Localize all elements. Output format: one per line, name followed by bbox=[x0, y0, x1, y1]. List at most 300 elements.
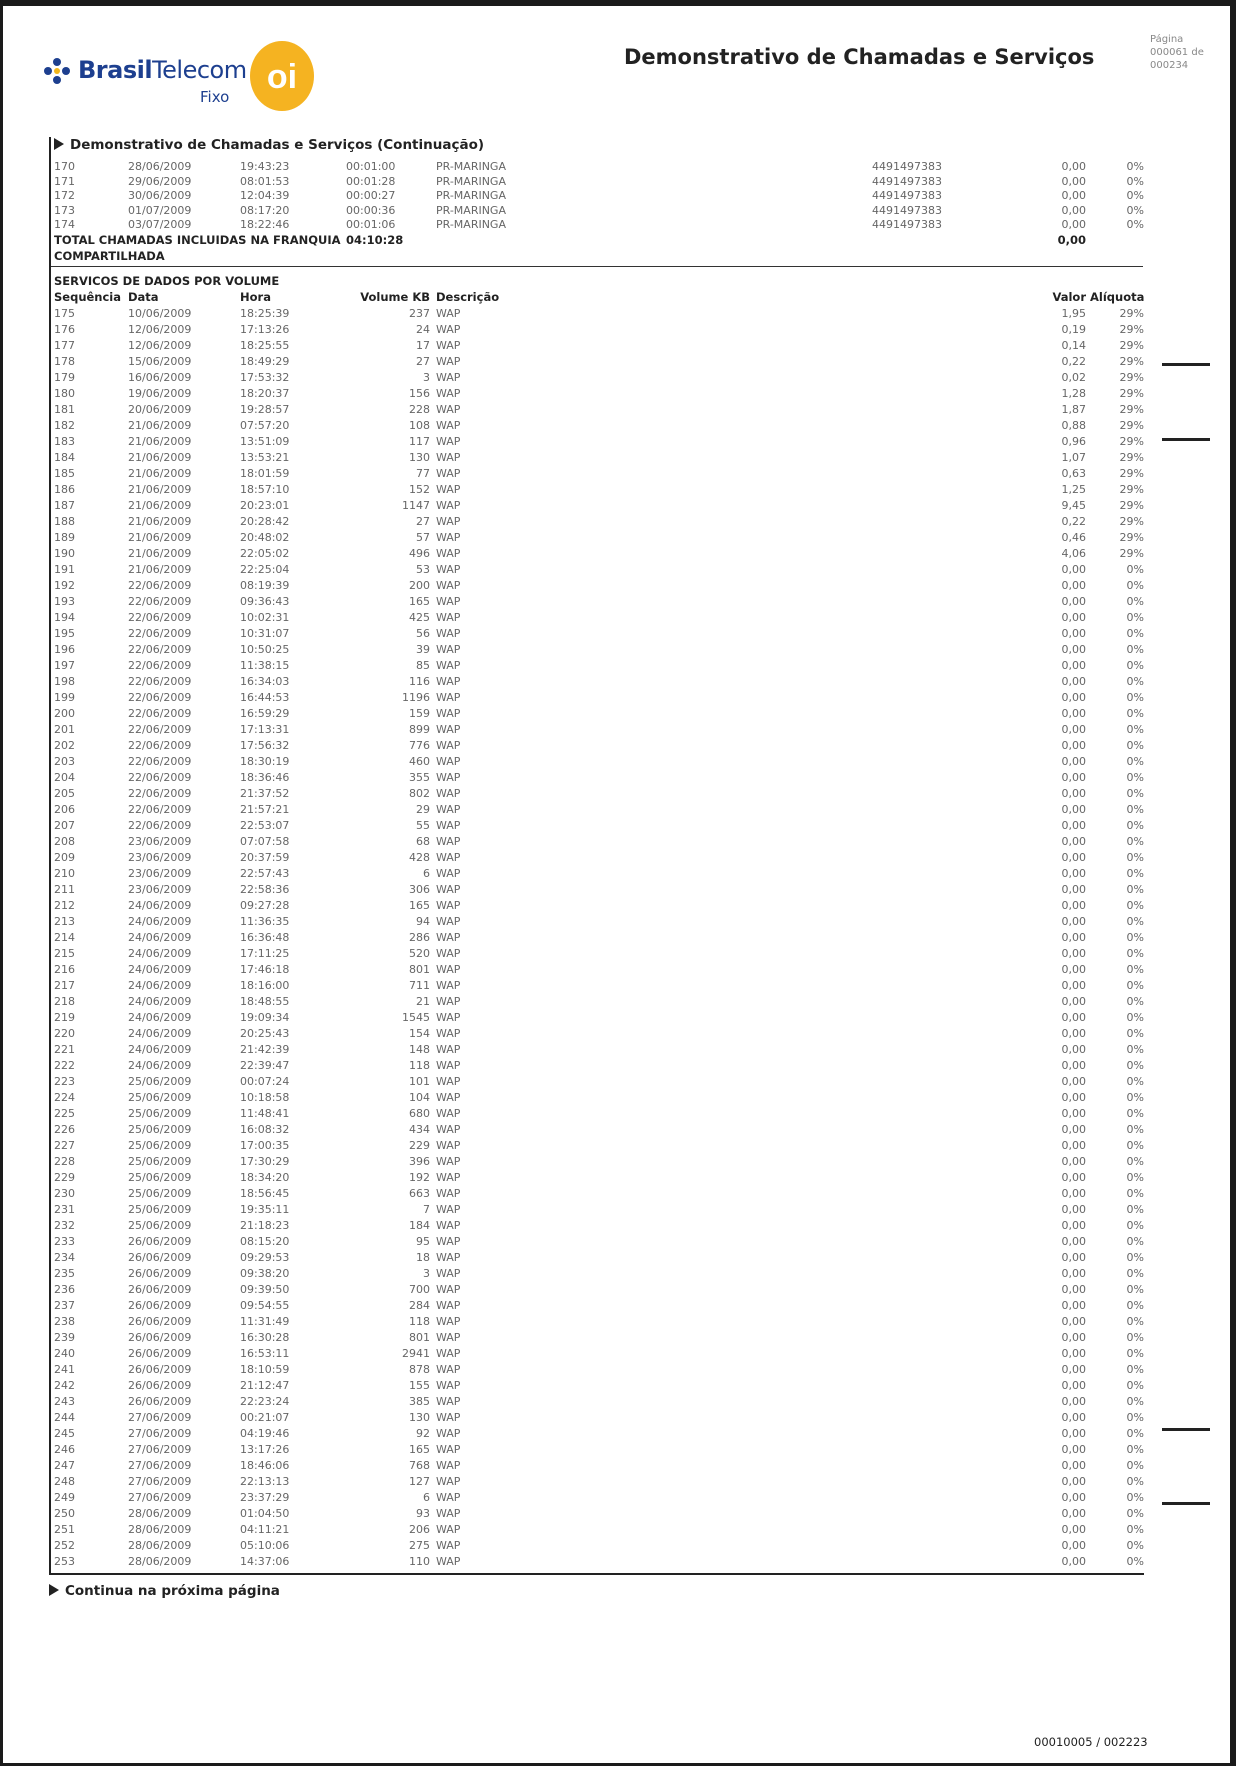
row-value: 0,00 bbox=[1061, 995, 1086, 1008]
row-volume: 18 bbox=[416, 1251, 430, 1264]
divider bbox=[51, 266, 1143, 267]
row-value: 0,00 bbox=[1061, 1283, 1086, 1296]
row-volume: 496 bbox=[409, 547, 430, 560]
row-date: 23/06/2009 bbox=[128, 867, 192, 880]
row-tax: 0% bbox=[1126, 899, 1144, 912]
row-desc: WAP bbox=[436, 1075, 461, 1088]
row-value: 0,00 bbox=[1061, 787, 1086, 800]
row-value: 0,00 bbox=[1061, 1315, 1086, 1328]
row-seq: 196 bbox=[54, 643, 75, 656]
row-volume: 460 bbox=[409, 755, 430, 768]
data-services-title: SERVICOS DE DADOS POR VOLUME bbox=[54, 274, 280, 288]
row-seq: 230 bbox=[54, 1187, 75, 1200]
row-volume: 148 bbox=[409, 1043, 430, 1056]
call-duration: 00:00:36 bbox=[346, 203, 396, 217]
row-tax: 0% bbox=[1126, 1043, 1144, 1056]
row-volume: 663 bbox=[409, 1187, 430, 1200]
row-volume: 355 bbox=[409, 771, 430, 784]
call-time: 12:04:39 bbox=[240, 189, 290, 203]
row-desc: WAP bbox=[436, 963, 461, 976]
row-desc: WAP bbox=[436, 1315, 461, 1328]
row-seq: 182 bbox=[54, 419, 75, 432]
call-time: 08:17:20 bbox=[240, 203, 290, 217]
call-number: 4491497383 bbox=[872, 203, 942, 217]
row-desc: WAP bbox=[436, 1187, 461, 1200]
row-value: 0,00 bbox=[1061, 627, 1086, 640]
row-seq: 207 bbox=[54, 819, 75, 832]
row-seq: 241 bbox=[54, 1363, 75, 1376]
row-seq: 218 bbox=[54, 995, 75, 1008]
row-time: 22:58:36 bbox=[240, 883, 290, 896]
row-seq: 202 bbox=[54, 739, 75, 752]
row-time: 10:18:58 bbox=[240, 1091, 290, 1104]
row-volume: 768 bbox=[409, 1459, 430, 1472]
row-value: 4,06 bbox=[1061, 547, 1086, 560]
row-time: 22:57:43 bbox=[240, 867, 290, 880]
col-header-time: Hora bbox=[240, 290, 271, 304]
row-seq: 253 bbox=[54, 1555, 75, 1568]
row-date: 21/06/2009 bbox=[128, 563, 192, 576]
row-desc: WAP bbox=[436, 771, 461, 784]
row-tax: 29% bbox=[1119, 323, 1144, 336]
row-time: 09:38:20 bbox=[240, 1267, 290, 1280]
row-value: 0,00 bbox=[1061, 1235, 1086, 1248]
row-time: 17:11:25 bbox=[240, 947, 290, 960]
row-tax: 29% bbox=[1119, 403, 1144, 416]
row-time: 10:02:31 bbox=[240, 611, 290, 624]
row-tax: 0% bbox=[1126, 979, 1144, 992]
row-value: 0,00 bbox=[1061, 595, 1086, 608]
row-time: 07:07:58 bbox=[240, 835, 290, 848]
row-desc: WAP bbox=[436, 371, 461, 384]
row-tax: 0% bbox=[1126, 771, 1144, 784]
row-tax: 29% bbox=[1119, 467, 1144, 480]
row-desc: WAP bbox=[436, 531, 461, 544]
row-seq: 203 bbox=[54, 755, 75, 768]
call-number: 4491497383 bbox=[872, 218, 942, 232]
row-volume: 286 bbox=[409, 931, 430, 944]
row-time: 16:44:53 bbox=[240, 691, 290, 704]
row-value: 0,00 bbox=[1061, 1075, 1086, 1088]
row-date: 25/06/2009 bbox=[128, 1091, 192, 1104]
call-location: PR-MARINGA bbox=[436, 189, 506, 203]
row-tax: 0% bbox=[1126, 1507, 1144, 1520]
row-time: 11:48:41 bbox=[240, 1107, 290, 1120]
row-volume: 1196 bbox=[402, 691, 430, 704]
row-tax: 0% bbox=[1126, 851, 1144, 864]
row-date: 26/06/2009 bbox=[128, 1299, 192, 1312]
footer-code: 00010005 / 002223 bbox=[1034, 1735, 1148, 1749]
row-volume: 93 bbox=[416, 1507, 430, 1520]
row-volume: 117 bbox=[409, 435, 430, 448]
row-tax: 0% bbox=[1126, 1251, 1144, 1264]
row-tax: 0% bbox=[1126, 723, 1144, 736]
row-volume: 27 bbox=[416, 355, 430, 368]
row-value: 0,00 bbox=[1061, 819, 1086, 832]
row-volume: 165 bbox=[409, 1443, 430, 1456]
row-date: 23/06/2009 bbox=[128, 835, 192, 848]
row-desc: WAP bbox=[436, 899, 461, 912]
row-date: 22/06/2009 bbox=[128, 579, 192, 592]
row-desc: WAP bbox=[436, 851, 461, 864]
row-tax: 0% bbox=[1126, 1235, 1144, 1248]
row-desc: WAP bbox=[436, 515, 461, 528]
row-volume: 104 bbox=[409, 1091, 430, 1104]
row-desc: WAP bbox=[436, 611, 461, 624]
call-value: 0,00 bbox=[1061, 174, 1086, 188]
row-value: 0,00 bbox=[1061, 1155, 1086, 1168]
row-seq: 249 bbox=[54, 1491, 75, 1504]
row-seq: 232 bbox=[54, 1219, 75, 1232]
row-seq: 187 bbox=[54, 499, 75, 512]
row-date: 26/06/2009 bbox=[128, 1395, 192, 1408]
call-tax: 0% bbox=[1126, 160, 1144, 173]
row-value: 1,07 bbox=[1061, 451, 1086, 464]
row-tax: 0% bbox=[1126, 1331, 1144, 1344]
row-date: 22/06/2009 bbox=[128, 707, 192, 720]
row-time: 20:23:01 bbox=[240, 499, 290, 512]
call-date: 03/07/2009 bbox=[128, 218, 192, 232]
row-value: 0,00 bbox=[1061, 867, 1086, 880]
col-header-desc: Descrição bbox=[436, 290, 500, 304]
row-volume: 165 bbox=[409, 595, 430, 608]
row-value: 9,45 bbox=[1061, 499, 1086, 512]
row-date: 24/06/2009 bbox=[128, 947, 192, 960]
row-time: 17:00:35 bbox=[240, 1139, 290, 1152]
row-seq: 212 bbox=[54, 899, 75, 912]
row-seq: 211 bbox=[54, 883, 75, 896]
row-desc: WAP bbox=[436, 1267, 461, 1280]
row-desc: WAP bbox=[436, 387, 461, 400]
row-seq: 185 bbox=[54, 467, 75, 480]
row-date: 12/06/2009 bbox=[128, 323, 192, 336]
row-seq: 177 bbox=[54, 339, 75, 352]
row-time: 09:36:43 bbox=[240, 595, 290, 608]
row-date: 24/06/2009 bbox=[128, 979, 192, 992]
row-seq: 228 bbox=[54, 1155, 75, 1168]
row-tax: 0% bbox=[1126, 755, 1144, 768]
row-time: 22:05:02 bbox=[240, 547, 290, 560]
row-seq: 216 bbox=[54, 963, 75, 976]
row-time: 18:10:59 bbox=[240, 1363, 290, 1376]
row-time: 21:37:52 bbox=[240, 787, 290, 800]
row-volume: 85 bbox=[416, 659, 430, 672]
row-desc: WAP bbox=[436, 1123, 461, 1136]
row-time: 22:25:04 bbox=[240, 563, 290, 576]
row-seq: 246 bbox=[54, 1443, 75, 1456]
call-seq: 170 bbox=[54, 160, 75, 173]
row-value: 1,28 bbox=[1061, 387, 1086, 400]
row-tax: 0% bbox=[1126, 995, 1144, 1008]
row-volume: 68 bbox=[416, 835, 430, 848]
row-date: 24/06/2009 bbox=[128, 931, 192, 944]
row-tax: 0% bbox=[1126, 883, 1144, 896]
row-date: 27/06/2009 bbox=[128, 1443, 192, 1456]
row-tax: 0% bbox=[1126, 1283, 1144, 1296]
row-desc: WAP bbox=[436, 1171, 461, 1184]
call-time: 18:22:46 bbox=[240, 218, 290, 232]
row-seq: 226 bbox=[54, 1123, 75, 1136]
row-volume: 2941 bbox=[402, 1347, 430, 1360]
row-seq: 178 bbox=[54, 355, 75, 368]
row-seq: 179 bbox=[54, 371, 75, 384]
section-title: Demonstrativo de Chamadas e Serviços (Continuação) bbox=[54, 137, 484, 153]
row-desc: WAP bbox=[436, 787, 461, 800]
row-seq: 235 bbox=[54, 1267, 75, 1280]
row-time: 13:53:21 bbox=[240, 451, 290, 464]
row-value: 0,00 bbox=[1061, 579, 1086, 592]
row-desc: WAP bbox=[436, 1379, 461, 1392]
row-seq: 209 bbox=[54, 851, 75, 864]
row-seq: 220 bbox=[54, 1027, 75, 1040]
row-volume: 165 bbox=[409, 899, 430, 912]
row-value: 0,02 bbox=[1061, 371, 1086, 384]
row-desc: WAP bbox=[436, 675, 461, 688]
row-desc: WAP bbox=[436, 739, 461, 752]
row-desc: WAP bbox=[436, 1091, 461, 1104]
row-time: 22:13:13 bbox=[240, 1475, 290, 1488]
row-date: 22/06/2009 bbox=[128, 771, 192, 784]
row-time: 09:54:55 bbox=[240, 1299, 290, 1312]
row-tax: 0% bbox=[1126, 1139, 1144, 1152]
call-seq: 171 bbox=[54, 174, 75, 188]
row-desc: WAP bbox=[436, 755, 461, 768]
row-time: 18:36:46 bbox=[240, 771, 290, 784]
row-desc: WAP bbox=[436, 883, 461, 896]
row-desc: WAP bbox=[436, 1539, 461, 1552]
row-desc: WAP bbox=[436, 595, 461, 608]
row-seq: 236 bbox=[54, 1283, 75, 1296]
row-time: 16:53:11 bbox=[240, 1347, 290, 1360]
row-time: 17:56:32 bbox=[240, 739, 290, 752]
row-volume: 17 bbox=[416, 339, 430, 352]
row-seq: 188 bbox=[54, 515, 75, 528]
row-time: 21:18:23 bbox=[240, 1219, 290, 1232]
row-seq: 176 bbox=[54, 323, 75, 336]
row-volume: 428 bbox=[409, 851, 430, 864]
row-date: 24/06/2009 bbox=[128, 963, 192, 976]
row-volume: 275 bbox=[409, 1539, 430, 1552]
arrow-right-icon bbox=[49, 1584, 59, 1596]
row-date: 22/06/2009 bbox=[128, 627, 192, 640]
col-header-tax: Alíquota bbox=[1090, 290, 1145, 304]
row-desc: WAP bbox=[436, 547, 461, 560]
row-volume: 385 bbox=[409, 1395, 430, 1408]
row-time: 18:16:00 bbox=[240, 979, 290, 992]
row-value: 0,00 bbox=[1061, 1219, 1086, 1232]
row-value: 0,00 bbox=[1061, 1299, 1086, 1312]
row-seq: 186 bbox=[54, 483, 75, 496]
row-value: 0,00 bbox=[1061, 1459, 1086, 1472]
row-value: 0,00 bbox=[1061, 1539, 1086, 1552]
row-date: 24/06/2009 bbox=[128, 1043, 192, 1056]
row-tax: 0% bbox=[1126, 1363, 1144, 1376]
row-seq: 201 bbox=[54, 723, 75, 736]
row-tax: 0% bbox=[1126, 915, 1144, 928]
row-value: 0,00 bbox=[1061, 1171, 1086, 1184]
row-seq: 225 bbox=[54, 1107, 75, 1120]
row-desc: WAP bbox=[436, 435, 461, 448]
row-value: 0,88 bbox=[1061, 419, 1086, 432]
row-date: 21/06/2009 bbox=[128, 483, 192, 496]
call-tax: 0% bbox=[1126, 189, 1144, 203]
row-tax: 0% bbox=[1126, 1315, 1144, 1328]
row-seq: 192 bbox=[54, 579, 75, 592]
row-date: 22/06/2009 bbox=[128, 675, 192, 688]
row-tax: 0% bbox=[1126, 1555, 1144, 1568]
row-seq: 191 bbox=[54, 563, 75, 576]
row-date: 21/06/2009 bbox=[128, 451, 192, 464]
row-desc: WAP bbox=[436, 1107, 461, 1120]
row-volume: 396 bbox=[409, 1155, 430, 1168]
row-seq: 184 bbox=[54, 451, 75, 464]
call-date: 28/06/2009 bbox=[128, 160, 192, 173]
row-time: 17:13:26 bbox=[240, 323, 290, 336]
call-duration: 00:00:27 bbox=[346, 189, 396, 203]
row-desc: WAP bbox=[436, 403, 461, 416]
row-tax: 29% bbox=[1119, 419, 1144, 432]
row-desc: WAP bbox=[436, 659, 461, 672]
row-time: 16:08:32 bbox=[240, 1123, 290, 1136]
call-time: 19:43:23 bbox=[240, 160, 290, 173]
call-value: 0,00 bbox=[1061, 218, 1086, 232]
row-tax: 0% bbox=[1126, 1443, 1144, 1456]
logo-brand-text: BrasilTelecom bbox=[78, 56, 247, 84]
row-tax: 0% bbox=[1126, 1379, 1144, 1392]
row-value: 0,00 bbox=[1061, 739, 1086, 752]
row-desc: WAP bbox=[436, 1459, 461, 1472]
call-seq: 172 bbox=[54, 189, 75, 203]
row-seq: 223 bbox=[54, 1075, 75, 1088]
row-value: 0,00 bbox=[1061, 1443, 1086, 1456]
row-desc: WAP bbox=[436, 979, 461, 992]
row-time: 18:25:55 bbox=[240, 339, 290, 352]
row-desc: WAP bbox=[436, 819, 461, 832]
row-volume: 680 bbox=[409, 1107, 430, 1120]
call-location: PR-MARINGA bbox=[436, 174, 506, 188]
row-date: 24/06/2009 bbox=[128, 915, 192, 928]
row-time: 17:46:18 bbox=[240, 963, 290, 976]
row-tax: 29% bbox=[1119, 515, 1144, 528]
row-time: 19:35:11 bbox=[240, 1203, 290, 1216]
row-volume: 154 bbox=[409, 1027, 430, 1040]
row-time: 18:01:59 bbox=[240, 467, 290, 480]
call-seq: 174 bbox=[54, 218, 75, 232]
row-tax: 0% bbox=[1126, 1347, 1144, 1360]
row-seq: 242 bbox=[54, 1379, 75, 1392]
row-seq: 199 bbox=[54, 691, 75, 704]
row-volume: 6 bbox=[423, 1491, 430, 1504]
row-date: 26/06/2009 bbox=[128, 1251, 192, 1264]
row-desc: WAP bbox=[436, 931, 461, 944]
row-tax: 0% bbox=[1126, 643, 1144, 656]
row-volume: 108 bbox=[409, 419, 430, 432]
row-date: 21/06/2009 bbox=[128, 499, 192, 512]
row-tax: 0% bbox=[1126, 1427, 1144, 1440]
row-volume: 94 bbox=[416, 915, 430, 928]
row-seq: 245 bbox=[54, 1427, 75, 1440]
row-desc: WAP bbox=[436, 1491, 461, 1504]
row-desc: WAP bbox=[436, 307, 461, 320]
row-date: 28/06/2009 bbox=[128, 1523, 192, 1536]
row-time: 21:57:21 bbox=[240, 803, 290, 816]
row-tax: 29% bbox=[1119, 339, 1144, 352]
row-tax: 0% bbox=[1126, 627, 1144, 640]
row-time: 18:46:06 bbox=[240, 1459, 290, 1472]
row-desc: WAP bbox=[436, 1427, 461, 1440]
row-value: 0,00 bbox=[1061, 1251, 1086, 1264]
row-tax: 0% bbox=[1126, 1411, 1144, 1424]
row-desc: WAP bbox=[436, 643, 461, 656]
col-header-volume: Volume KB bbox=[360, 290, 430, 304]
row-desc: WAP bbox=[436, 1235, 461, 1248]
row-time: 07:57:20 bbox=[240, 419, 290, 432]
row-date: 24/06/2009 bbox=[128, 1011, 192, 1024]
row-time: 09:29:53 bbox=[240, 1251, 290, 1264]
row-time: 10:50:25 bbox=[240, 643, 290, 656]
row-date: 22/06/2009 bbox=[128, 739, 192, 752]
row-date: 28/06/2009 bbox=[128, 1539, 192, 1552]
row-volume: 1147 bbox=[402, 499, 430, 512]
row-seq: 189 bbox=[54, 531, 75, 544]
row-value: 0,00 bbox=[1061, 835, 1086, 848]
row-value: 0,00 bbox=[1061, 1395, 1086, 1408]
row-time: 20:25:43 bbox=[240, 1027, 290, 1040]
row-volume: 53 bbox=[416, 563, 430, 576]
row-volume: 802 bbox=[409, 787, 430, 800]
call-number: 4491497383 bbox=[872, 174, 942, 188]
call-location: PR-MARINGA bbox=[436, 218, 506, 232]
row-seq: 194 bbox=[54, 611, 75, 624]
row-time: 00:21:07 bbox=[240, 1411, 290, 1424]
row-value: 0,00 bbox=[1061, 1347, 1086, 1360]
row-seq: 229 bbox=[54, 1171, 75, 1184]
row-date: 27/06/2009 bbox=[128, 1427, 192, 1440]
row-time: 22:53:07 bbox=[240, 819, 290, 832]
call-tax: 0% bbox=[1126, 203, 1144, 217]
row-seq: 175 bbox=[54, 307, 75, 320]
row-seq: 227 bbox=[54, 1139, 75, 1152]
row-desc: WAP bbox=[436, 579, 461, 592]
row-value: 0,00 bbox=[1061, 691, 1086, 704]
row-time: 00:07:24 bbox=[240, 1075, 290, 1088]
row-date: 25/06/2009 bbox=[128, 1155, 192, 1168]
row-seq: 247 bbox=[54, 1459, 75, 1472]
row-value: 0,00 bbox=[1061, 1411, 1086, 1424]
row-desc: WAP bbox=[436, 803, 461, 816]
row-tax: 0% bbox=[1126, 563, 1144, 576]
row-volume: 110 bbox=[409, 1555, 430, 1568]
row-volume: 206 bbox=[409, 1523, 430, 1536]
row-desc: WAP bbox=[436, 1059, 461, 1072]
row-date: 24/06/2009 bbox=[128, 995, 192, 1008]
row-desc: WAP bbox=[436, 1443, 461, 1456]
row-volume: 700 bbox=[409, 1283, 430, 1296]
margin-mark bbox=[1162, 1502, 1210, 1505]
row-time: 18:49:29 bbox=[240, 355, 290, 368]
row-tax: 0% bbox=[1126, 1075, 1144, 1088]
row-desc: WAP bbox=[436, 1043, 461, 1056]
row-value: 0,00 bbox=[1061, 1379, 1086, 1392]
row-tax: 29% bbox=[1119, 531, 1144, 544]
row-seq: 243 bbox=[54, 1395, 75, 1408]
row-time: 20:48:02 bbox=[240, 531, 290, 544]
row-tax: 0% bbox=[1126, 579, 1144, 592]
row-time: 22:39:47 bbox=[240, 1059, 290, 1072]
row-desc: WAP bbox=[436, 1299, 461, 1312]
row-volume: 520 bbox=[409, 947, 430, 960]
brasil-telecom-logo bbox=[40, 50, 247, 110]
